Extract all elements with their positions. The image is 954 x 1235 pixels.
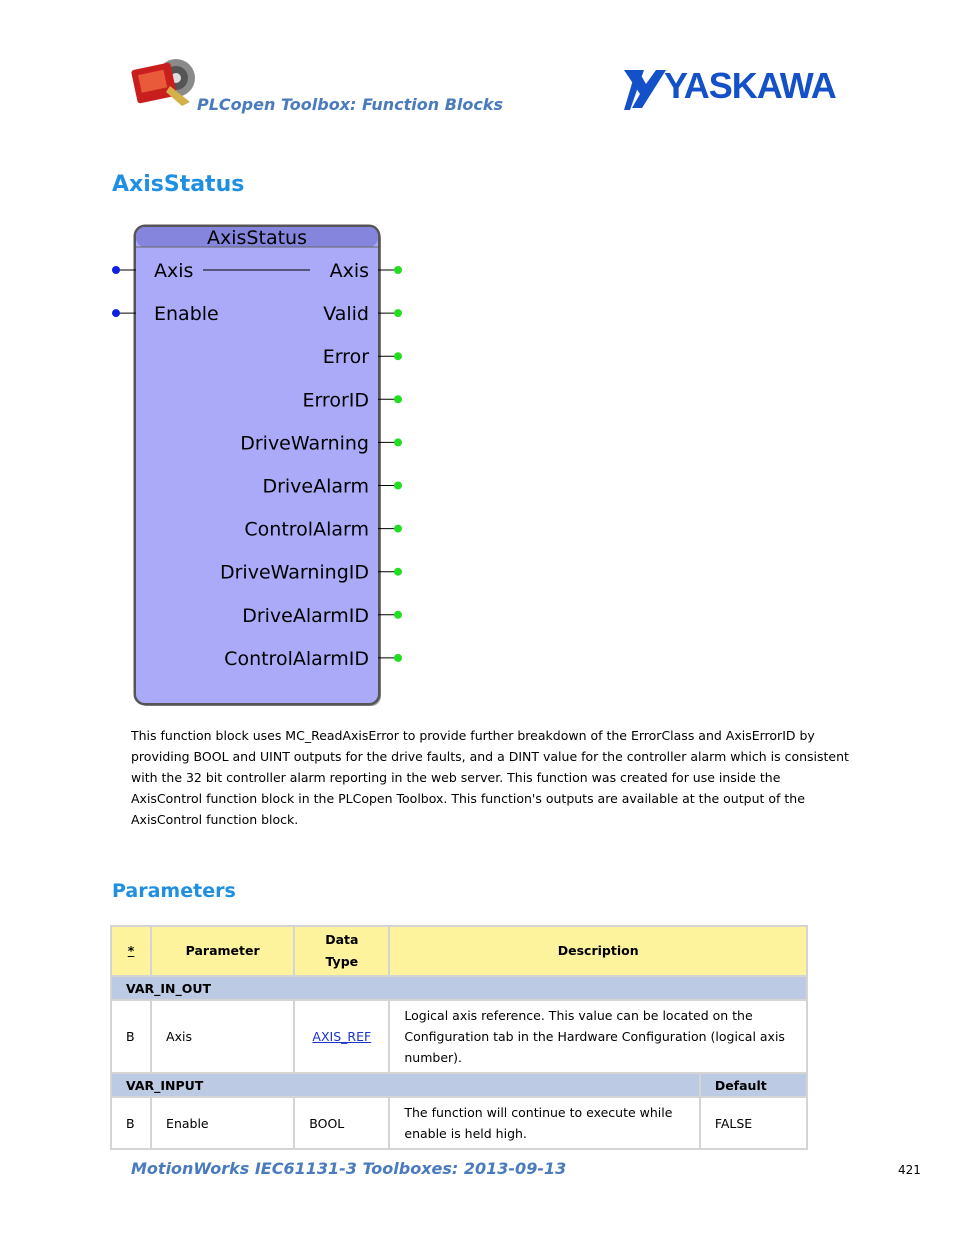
output-pin-error xyxy=(394,352,402,360)
cell-data-type: BOOL xyxy=(294,1097,389,1149)
table-row xyxy=(111,1097,807,1149)
yaskawa-brand-text: YASKAWA xyxy=(664,65,836,106)
input-label-axis: Axis xyxy=(154,260,194,282)
output-label-drivealarm: DriveAlarm xyxy=(262,475,369,498)
page-title: AxisStatus xyxy=(112,172,245,197)
output-label-valid: Valid xyxy=(323,303,369,326)
section-default-header: Default xyxy=(700,1073,807,1097)
output-label-error: Error xyxy=(322,346,369,369)
section-row-var-input xyxy=(111,1073,807,1097)
cell-star: B xyxy=(111,1000,151,1073)
table-row xyxy=(111,1000,807,1073)
footer-title: MotionWorks IEC61131-3 Toolboxes: 2013-09-13 xyxy=(131,1159,567,1178)
output-label-axis: Axis xyxy=(329,260,369,282)
input-label-enable: Enable xyxy=(154,303,219,326)
header-description: Description xyxy=(389,926,807,976)
output-pin-drivewarningid xyxy=(394,568,402,576)
cell-parameter: Enable xyxy=(151,1097,294,1149)
cell-default: FALSE xyxy=(700,1097,807,1149)
output-pin-valid xyxy=(394,309,402,317)
function-block-body xyxy=(136,227,378,703)
output-pin-drivewarning xyxy=(394,438,402,446)
function-block-name: AxisStatus xyxy=(207,227,307,249)
page-number: 421 xyxy=(898,1163,921,1177)
header-parameter: Parameter xyxy=(151,926,294,976)
output-pin-errorid xyxy=(394,395,402,403)
input-pin-axis xyxy=(112,266,120,274)
axis-ref-link[interactable]: AXIS_REF xyxy=(312,1029,372,1044)
input-pin-enable xyxy=(112,309,120,317)
cell-description: Logical axis reference. This value can be located on the Configuration tab in the Hardware Configuration (logical axis number). xyxy=(389,1000,807,1073)
output-pin-drivealarmid xyxy=(394,611,402,619)
section-label: VAR_INPUT xyxy=(111,1073,700,1097)
output-label-controlalarmid: ControlAlarmID xyxy=(224,647,369,670)
description-paragraph: This function block uses MC_ReadAxisError to provide further breakdown of the ErrorClass and AxisErrorID by providing BOOL and UINT outputs for the drive faults, and a DINT value for the controller alarm which is consistent with the 32 bit controller alarm reporting in the web server. This function was created for use inside the AxisControl function block in the PLCopen Toolbox. This function's outputs are available at the output of the AxisControl function block. xyxy=(131,728,849,827)
output-pin-drivealarm xyxy=(394,482,402,490)
header-data-type: Data Type xyxy=(294,926,389,976)
parameters-heading: Parameters xyxy=(112,880,236,902)
section-label: VAR_IN_OUT xyxy=(111,976,807,1000)
table-header-row xyxy=(111,926,807,976)
output-label-controlalarm: ControlAlarm xyxy=(244,518,369,541)
cell-star: B xyxy=(111,1097,151,1149)
output-pin-controlalarmid xyxy=(394,654,402,662)
plcopen-toolbox-logo xyxy=(130,56,198,108)
output-label-errorid: ErrorID xyxy=(302,389,369,412)
output-pin-controlalarm xyxy=(394,525,402,533)
section-row-var-in-out xyxy=(111,976,807,1000)
output-label-drivewarning: DriveWarning xyxy=(240,432,369,455)
output-label-drivealarmid: DriveAlarmID xyxy=(242,604,369,627)
output-label-drivewarningid: DriveWarningID xyxy=(219,561,369,584)
cell-parameter: Axis xyxy=(151,1000,294,1073)
header-subtitle: PLCopen Toolbox: Function Blocks xyxy=(197,95,504,114)
header-star: * xyxy=(111,926,151,976)
cell-description: The function will continue to execute while enable is held high. xyxy=(389,1097,699,1149)
parameters-table xyxy=(110,925,808,1150)
cell-data-type xyxy=(294,1000,389,1073)
function-block-diagram xyxy=(110,224,410,714)
output-pin-axis xyxy=(394,266,402,274)
